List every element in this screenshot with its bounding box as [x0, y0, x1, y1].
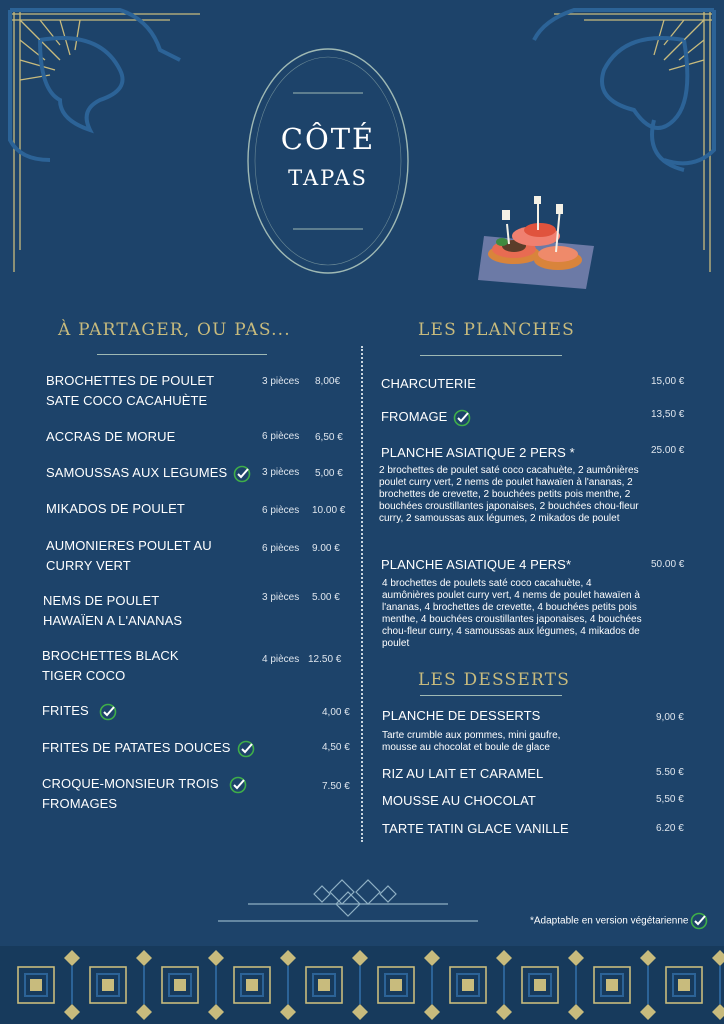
- diamond-ornament: [218, 874, 478, 926]
- menu-item-name: NEMS DE POULET: [43, 593, 160, 608]
- menu-item-name: AUMONIERES POULET AU: [46, 538, 212, 553]
- corner-ornament-top-left: [0, 0, 220, 280]
- menu-item-price: 5.50 €: [656, 767, 684, 778]
- check-circle-icon: [99, 703, 117, 721]
- title-circle: [245, 45, 411, 277]
- menu-item-description: Tarte crumble aux pommes, mini gaufre, mousse au chocolat et boule de glace: [382, 730, 561, 753]
- menu-item-price: 4,00 €: [322, 707, 350, 718]
- menu-item-price: 5.00 €: [312, 592, 340, 603]
- menu-item-price: 15,00 €: [651, 376, 685, 387]
- menu-item-price: 8,00€: [315, 376, 341, 387]
- menu-item-qty: 6 pièces: [262, 505, 300, 516]
- menu-item-name: SAMOUSSAS AUX LEGUMES: [46, 463, 251, 483]
- menu-item-name: BROCHETTES BLACK: [42, 648, 179, 663]
- check-circle-icon: [229, 776, 247, 794]
- section-rule: [420, 355, 562, 356]
- menu-item-qty: 3 pièces: [262, 467, 300, 478]
- menu-item-name: MOUSSE AU CHOCOLAT: [382, 793, 536, 808]
- menu-item-qty: 3 pièces: [262, 592, 300, 603]
- menu-item-name: HAWAÏEN A L'ANANAS: [43, 613, 183, 628]
- menu-item-name: PLANCHE DE DESSERTS: [382, 708, 541, 723]
- title-line-1: CÔTÉ: [280, 122, 376, 156]
- check-circle-icon: [233, 465, 251, 483]
- footnote: *Adaptable en version végétarienne: [530, 912, 708, 930]
- check-circle-icon: [690, 912, 708, 930]
- section-title-desserts: LES DESSERTS: [418, 670, 571, 690]
- section-title-partager: À PARTAGER, OU PAS...: [58, 320, 291, 340]
- column-divider: [361, 346, 363, 842]
- menu-item-name: CHARCUTERIE: [381, 376, 476, 391]
- section-rule: [420, 695, 562, 696]
- menu-item-qty: 6 pièces: [262, 543, 300, 554]
- menu-item-name: FROMAGES: [42, 796, 118, 811]
- menu-item-qty: 3 pièces: [262, 376, 300, 387]
- check-circle-icon: [453, 409, 471, 427]
- menu-item-price: 4,50 €: [322, 742, 350, 753]
- menu-item-name: CROQUE-MONSIEUR TROIS: [42, 774, 247, 794]
- menu-item-price: 12.50 €: [308, 654, 342, 665]
- menu-item-price: 10.00 €: [312, 505, 346, 516]
- menu-item-name: BROCHETTES DE POULET: [46, 373, 215, 388]
- menu-item-price: 50.00 €: [651, 559, 685, 570]
- menu-item-description: 4 brochettes de poulets saté coco cacahuète, 4 aumônières poulet curry vert, 4 nems de poulet hawaïen à l'ananas, 4 brochettes de crevette, 4 bouchées petits pois menthe, 4 bouchées croustillantes japonaises, 4 bouchées chou-fleur curry, 4 samoussas aux légumes, 4 mikados de poulet: [382, 578, 642, 649]
- menu-item-price: 9,00 €: [656, 712, 684, 723]
- menu-item-price: 6.20 €: [656, 823, 684, 834]
- check-circle-icon: [237, 740, 255, 758]
- decorative-pattern-band: [0, 946, 724, 1024]
- menu-item-price: 9.00 €: [312, 543, 340, 554]
- menu-item-price: 7.50 €: [322, 781, 350, 792]
- menu-item-price: 5,00 €: [315, 468, 343, 479]
- menu-item-price: 13,50 €: [651, 409, 685, 420]
- menu-item-name: ACCRAS DE MORUE: [46, 429, 176, 444]
- menu-item-name: FRITES DE PATATES DOUCES: [42, 738, 255, 758]
- title-line-2: TAPAS: [288, 166, 368, 190]
- menu-item-name: FROMAGE: [381, 407, 471, 427]
- menu-item-name: TARTE TATIN GLACE VANILLE: [382, 821, 569, 836]
- menu-item-name: MIKADOS DE POULET: [46, 501, 185, 516]
- menu-item-price: 5,50 €: [656, 794, 684, 805]
- section-title-planches: LES PLANCHES: [418, 320, 575, 340]
- menu-item-price: 25.00 €: [651, 445, 685, 456]
- menu-item-description: 2 brochettes de poulet saté coco cacahuète, 2 aumônières poulet curry vert, 2 nems de poulet hawaïen à l'ananas, 2 brochettes de crevette, 2 bouchées petits pois menthe, 2 bouchées croustillantes japonaises, 2 bouchées chou-fleur curry, 2 samoussas aux légumes, 2 mikados de poulet: [379, 465, 639, 524]
- menu-item-name: SATE COCO CACAHUÈTE: [46, 393, 208, 408]
- menu-item-name: RIZ AU LAIT ET CARAMEL: [382, 766, 544, 781]
- menu-item-name: PLANCHE ASIATIQUE 2 PERS *: [381, 445, 575, 460]
- menu-item-name: PLANCHE ASIATIQUE 4 PERS*: [381, 557, 572, 572]
- menu-item-qty: 4 pièces: [262, 654, 300, 665]
- menu-item-qty: 6 pièces: [262, 431, 300, 442]
- menu-item-name: TIGER COCO: [42, 668, 126, 683]
- tapas-plate-icon: [476, 194, 604, 292]
- menu-item-price: 6,50 €: [315, 432, 343, 443]
- section-rule: [97, 354, 267, 355]
- menu-item-name: FRITES: [42, 701, 117, 721]
- menu-item-name: CURRY VERT: [46, 558, 131, 573]
